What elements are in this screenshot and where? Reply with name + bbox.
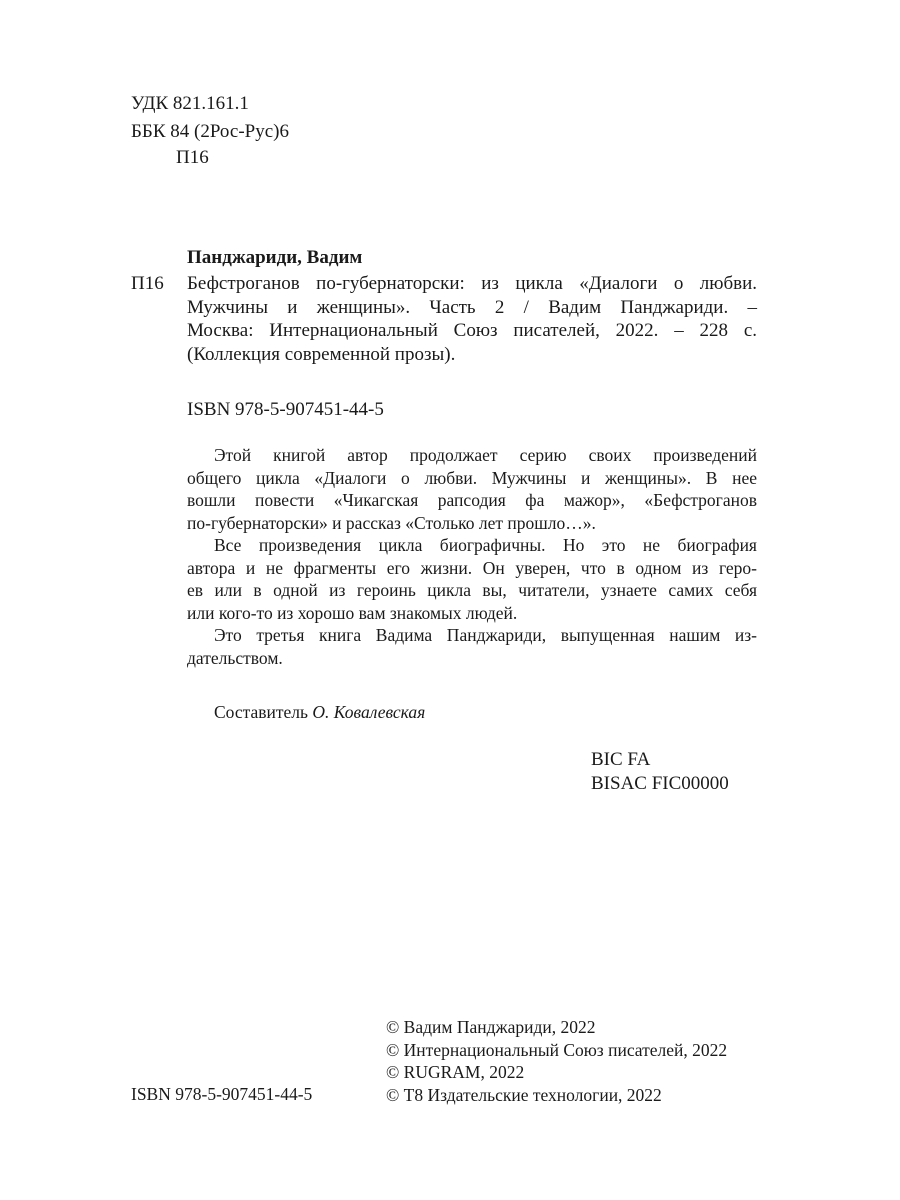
annotation-line: общего цикла «Диалоги о любви. Мужчины и женщины». В нее bbox=[187, 467, 757, 488]
record-isbn: ISBN 978-5-907451-44-5 bbox=[187, 399, 384, 420]
compiler-credit bbox=[214, 700, 425, 724]
copyright-line: © Интернациональный Союз писателей, 2022 bbox=[386, 1040, 728, 1060]
annotation-line: или кого-то из хорошо вам знакомых людей. bbox=[187, 602, 518, 623]
annotation bbox=[187, 444, 757, 669]
bisac-code: BISAC FIC00000 bbox=[591, 773, 729, 794]
cutter-mark: П16 bbox=[176, 147, 209, 168]
copyright-line: © RUGRAM, 2022 bbox=[386, 1062, 525, 1082]
description-line: Москва: Интернациональный Союз писателей, 2022. – 228 с. bbox=[187, 320, 757, 341]
annotation-line: дательством. bbox=[187, 647, 283, 668]
bic-code: BIC FA bbox=[591, 749, 651, 770]
compiler-label: Составитель bbox=[214, 702, 309, 722]
annotation-line: вошли повести «Чикагская рапсодия фа мажор», «Бефстроганов bbox=[187, 490, 757, 510]
copyright-line: © Вадим Панджариди, 2022 bbox=[386, 1017, 596, 1037]
bibliographic-description bbox=[187, 272, 757, 366]
author-heading: Панджариди, Вадим bbox=[187, 247, 363, 268]
annotation-line: ев или в одной из героинь цикла вы, читатели, узнаете самих себя bbox=[187, 580, 757, 600]
annotation-line: Все произведения цикла биографичны. Но это не биография bbox=[214, 535, 757, 555]
description-line: Бефстроганов по-губернаторски: из цикла «Диалоги о любви. bbox=[187, 273, 757, 294]
annotation-line: автора и не фрагменты его жизни. Он уверен, что в одном из геро- bbox=[187, 557, 757, 578]
description-line: (Коллекция современной прозы). bbox=[187, 343, 456, 365]
description-line: Мужчины и женщины». Часть 2 / Вадим Панджариди. – bbox=[187, 296, 757, 318]
footer-isbn: ISBN 978-5-907451-44-5 bbox=[131, 1084, 313, 1104]
annotation-line: по-губернаторски» и рассказ «Столько лет прошло…». bbox=[187, 512, 596, 533]
copyright-line: © Т8 Издательские технологии, 2022 bbox=[386, 1085, 662, 1105]
udk-code: УДК 821.161.1 bbox=[131, 93, 249, 114]
bbk-code: ББК 84 (2Рос-Рус)6 bbox=[131, 121, 289, 142]
annotation-line: Этой книгой автор продолжает серию своих произведений bbox=[214, 445, 757, 465]
record-cutter-mark: П16 bbox=[131, 273, 164, 294]
compiler-name: О. Ковалевская bbox=[312, 702, 426, 722]
annotation-line: Это третья книга Вадима Панджариди, выпущенная нашим из- bbox=[214, 625, 757, 645]
